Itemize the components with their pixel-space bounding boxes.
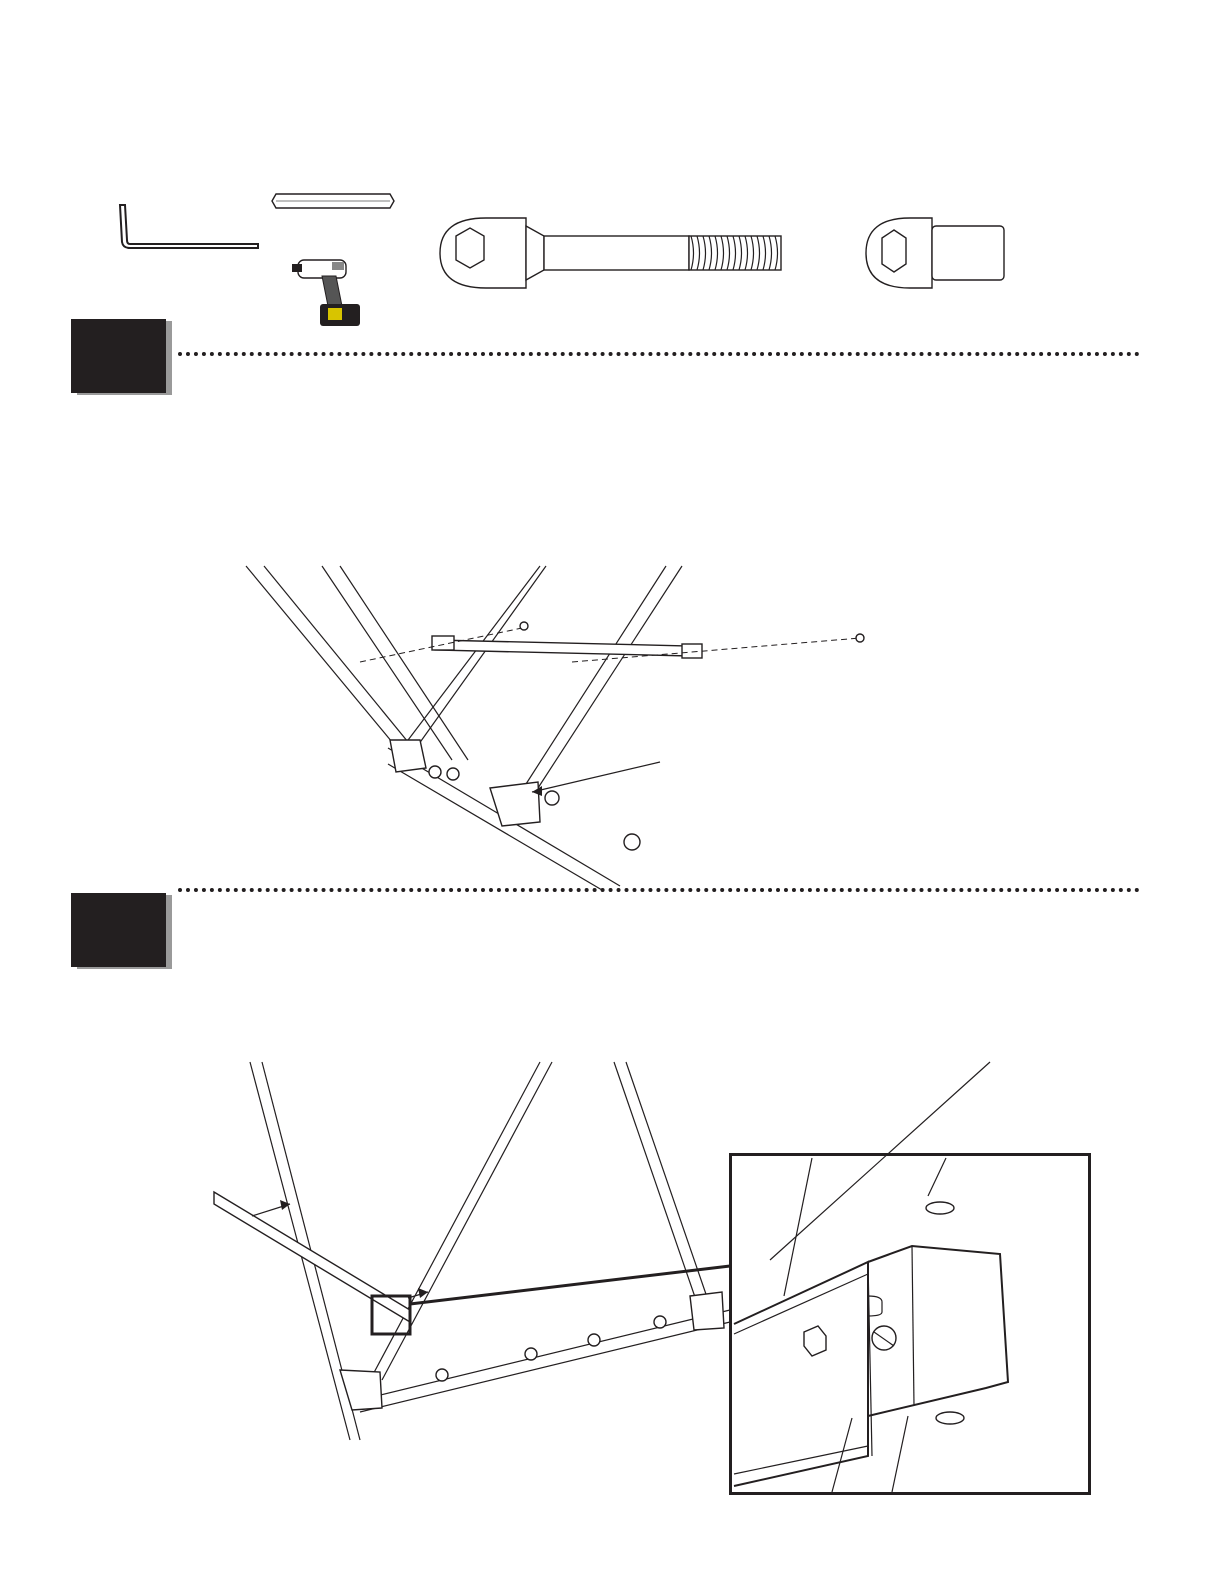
step-1-illustration	[240, 560, 880, 890]
detail-callout-frame	[729, 1153, 1091, 1495]
detail-bracket-closeup	[732, 1156, 1088, 1492]
step-2-illustration	[210, 1060, 730, 1460]
barrel-nut-icon	[862, 208, 1012, 298]
long-bolt-icon	[436, 208, 788, 298]
cordless-drill-icon	[292, 250, 372, 330]
hex-key-icon	[100, 200, 265, 260]
step-number-box-1	[71, 319, 166, 393]
step-separator-2	[178, 888, 1140, 892]
hex-bit-icon	[268, 190, 398, 212]
step-number-box-2	[71, 893, 166, 967]
step-separator-1	[178, 352, 1140, 356]
